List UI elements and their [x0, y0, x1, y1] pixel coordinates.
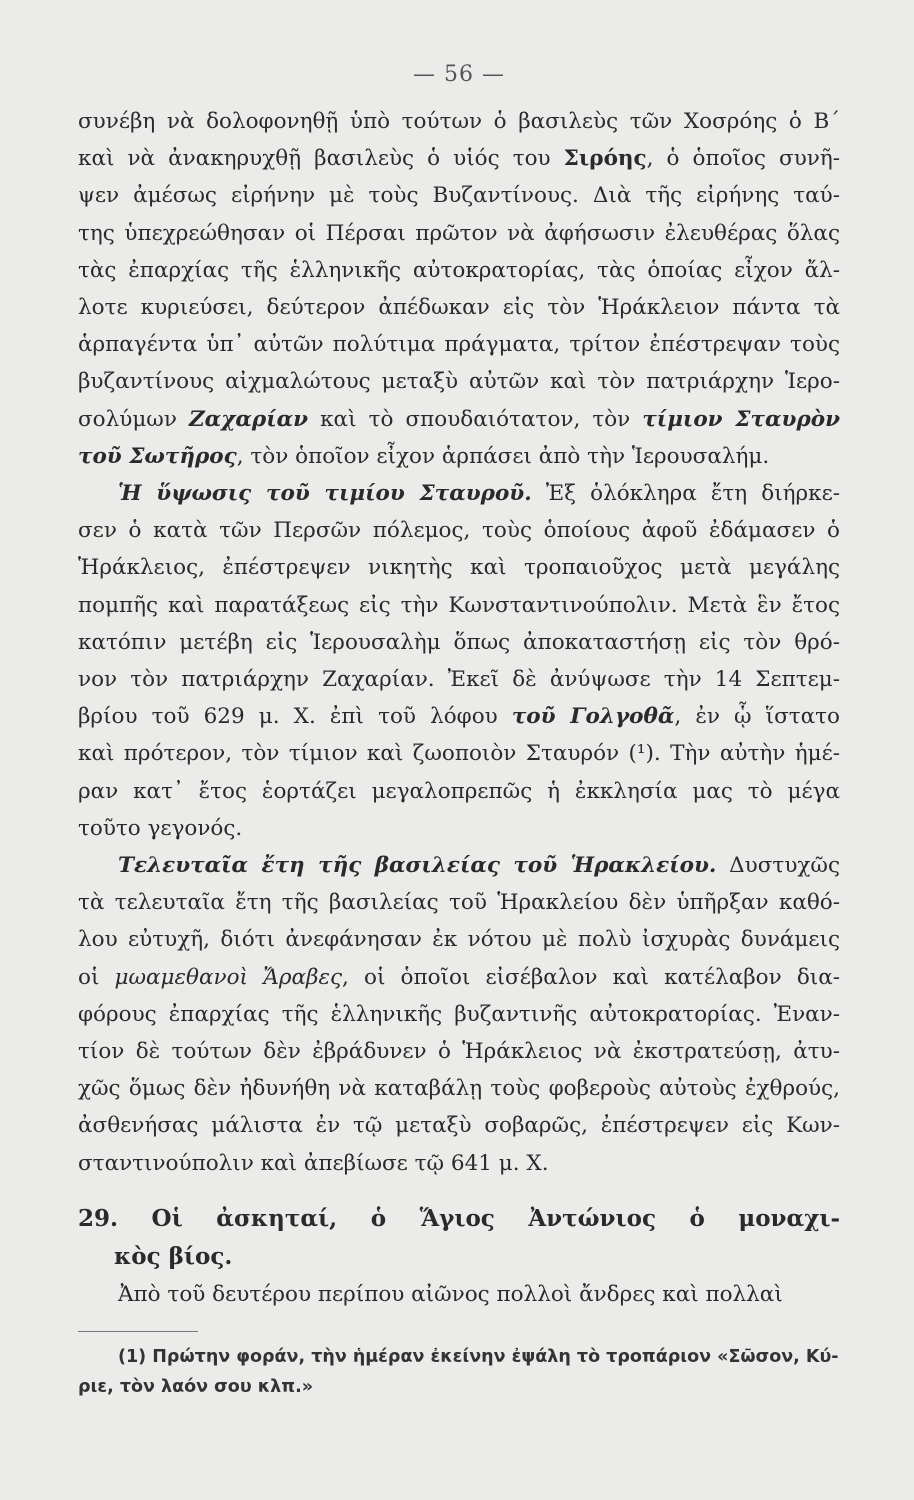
text-segment: , ὁ ὁποῖος συνῆ- — [646, 146, 840, 172]
text-segment: τίον δὲ τούτων δὲν ἐβράδυνεν ὁ Ἡράκλειος νὰ ἐκστρατεύσῃ, ἀτυ- — [78, 1039, 840, 1065]
text-segment: καὶ νὰ ἀνακηρυχθῇ βασιλεὺς ὁ υἱός του — [78, 146, 564, 172]
text-segment: σταντινούπολιν καὶ ἀπεβίωσε τῷ 641 μ. Χ. — [78, 1150, 549, 1176]
text-line — [78, 847, 840, 884]
text-line — [78, 1107, 840, 1144]
text-line — [78, 512, 840, 549]
emphasis-segment: Τελευταῖα ἔτη τῆς βασιλείας τοῦ Ἡρακλείου. — [118, 853, 717, 879]
footnote — [78, 1342, 840, 1402]
text-line — [78, 140, 840, 177]
text-segment: βυζαντίνους αἰχμαλώτους μεταξὺ αὐτῶν καὶ τὸν πατριάρχην Ἱερο- — [78, 369, 840, 395]
emphasis-segment: Ζαχαρίαν — [188, 406, 309, 432]
text-segment: Ἐξ ὁλόκληρα ἔτη διήρκε- — [531, 481, 841, 507]
text-line — [78, 401, 840, 438]
text-segment: ραν κατ᾽ ἔτος ἑορτάζει μεγαλοπρεπῶς ἡ ἐκκλησία μας τὸ μέγα — [78, 778, 840, 804]
text-line — [78, 103, 840, 140]
text-segment: φόρους ἐπαρχίας τῆς ἑλληνικῆς βυζαντινῆς αὐτοκρατορίας. Ἐναν- — [78, 1001, 840, 1027]
text-line — [78, 215, 840, 252]
text-segment: τὰ τελευταῖα ἔτη τῆς βασιλείας τοῦ Ἡρακλείου δὲν ὑπῆρξαν καθό- — [78, 890, 840, 916]
body-text — [78, 103, 840, 1182]
text-line — [78, 1070, 840, 1107]
text-segment: καὶ πρότερον, τὸν τίμιον καὶ ζωοποιὸν Σταυρόν (¹). Τὴν αὐτὴν ἡμέ- — [78, 741, 840, 767]
text-segment: σολύμων — [78, 406, 189, 432]
emphasis-segment: μωαμεθανοὶ Ἄραβες — [114, 964, 343, 990]
text-segment: Ἡράκλειος, ἐπέστρεψεν νικητὴς καὶ τροπαιοῦχος μετὰ μεγάλης — [78, 555, 840, 581]
text-line — [78, 810, 840, 847]
text-segment: καὶ τὸ σπουδαιότατον, τὸν — [308, 406, 643, 432]
text-segment: νον τὸν πατριάρχην Ζαχαρίαν. Ἐκεῖ δὲ ἀνύψωσε τὴν 14 Σεπτεμ- — [78, 667, 840, 693]
text-line — [78, 698, 840, 735]
text-line — [78, 884, 840, 921]
text-line — [78, 661, 840, 698]
text-segment: λοτε κυριεύσει, δεύτερον ἀπέδωκαν εἰς τὸν Ἡράκλειον πάντα τὰ — [78, 295, 840, 321]
text-line — [78, 475, 840, 512]
text-segment: ἁρπαγέντα ὑπ᾽ αὐτῶν πολύτιμα πράγματα, τρίτον ἐπέστρεψαν τοὺς — [78, 332, 840, 358]
text-segment: κατόπιν μετέβη εἰς Ἱερουσαλὴμ ὅπως ἀποκαταστήσῃ εἰς τὸν θρό- — [78, 629, 840, 655]
text-segment: , ἐν ᾧ ἵστατο — [674, 704, 841, 730]
text-segment: , τὸν ὁποῖον εἶχον ἁρπάσει ἀπὸ τὴν Ἱερουσαλήμ. — [236, 443, 770, 469]
text-line — [78, 363, 840, 400]
text-segment: πομπῆς καὶ παρατάξεως εἰς τὴν Κωνσταντινούπολιν. Μετὰ ἓν ἔτος — [78, 592, 840, 618]
text-segment: σεν ὁ κατὰ τῶν Περσῶν πόλεμος, τοὺς ὁποίους ἀφοῦ ἐδάμασεν ὁ — [78, 518, 840, 544]
text-segment: , οἱ ὁποῖοι εἰσέβαλον καὶ κατέλαβον δια- — [342, 964, 840, 990]
text-line — [78, 438, 840, 475]
text-segment: βρίου τοῦ 629 μ. Χ. ἐπὶ τοῦ λόφου — [78, 704, 512, 730]
text-segment: χῶς ὅμως δὲν ἠδυνήθη νὰ καταβάλῃ τοὺς φοβεροὺς αὐτοὺς ἐχθρούς, — [78, 1076, 840, 1102]
text-segment: τοῦτο γεγονός. — [78, 815, 243, 841]
emphasis-segment: Σιρόης — [563, 146, 647, 172]
text-segment: ἀσθενήσας μάλιστα ἐν τῷ μεταξὺ σοβαρῶς, ἐπέστρεψεν εἰς Κων- — [78, 1113, 840, 1139]
text-line — [78, 549, 840, 586]
footnote-line-2: ριε, τὸν λαόν σου κλπ.» — [78, 1377, 314, 1398]
text-line — [78, 921, 840, 958]
text-line — [78, 252, 840, 289]
text-segment: συνέβη νὰ δολοφονηθῇ ὑπὸ τούτων ὁ βασιλεὺς τῶν Χοσρόης ὁ Β΄ — [78, 109, 840, 134]
text-line — [78, 177, 840, 214]
section-heading-line-2: κὸς βίος. — [114, 1242, 233, 1270]
section-heading — [78, 1200, 840, 1276]
text-line — [78, 624, 840, 661]
section-heading-line-1: 29. Οἱ ἀσκηταί, ὁ Ἅγιος Ἀντώνιος ὁ μοναχι- — [78, 1204, 840, 1232]
text-line — [78, 1145, 840, 1182]
book-page — [78, 62, 840, 1402]
text-segment: οἱ — [78, 964, 115, 990]
text-segment: ψεν ἀμέσως εἰρήνην μὲ τοὺς Βυζαντίνους. Διὰ τῆς εἰρήνης ταύ- — [78, 183, 840, 209]
emphasis-segment: Ἡ ὕψωσις τοῦ τιμίου Σταυροῦ. — [118, 481, 532, 507]
page-number: — 56 — — [413, 62, 505, 87]
text-line — [78, 959, 840, 996]
text-segment: τὰς ἐπαρχίας τῆς ἑλληνικῆς αὐτοκρατορίας, τὰς ὁποίας εἶχον ἄλ- — [78, 257, 840, 283]
text-line — [78, 326, 840, 363]
text-segment: Δυστυχῶς — [716, 853, 840, 879]
emphasis-segment: τοῦ Γολγοθᾶ — [511, 704, 675, 730]
footnote-line-1: (1) Πρώτην φοράν, τὴν ἡμέραν ἐκείνην ἐψάλη τὸ τροπάριον «Σῶσον, Κύ- — [118, 1347, 839, 1368]
text-segment: της ὑπεχρεώθησαν οἱ Πέρσαι πρῶτον νὰ ἀφήσωσιν ἐλευθέρας ὅλας — [78, 220, 840, 246]
emphasis-segment: τοῦ Σωτῆρος — [78, 443, 237, 469]
footnote-divider — [78, 1331, 198, 1332]
text-line — [78, 1033, 840, 1070]
text-segment: λου εὐτυχῆ, διότι ἀνεφάνησαν ἐκ νότου μὲ πολὺ ἰσχυρὰς δυνάμεις — [78, 927, 840, 953]
text-line — [78, 996, 840, 1033]
text-line — [78, 773, 840, 810]
paragraph-line: Ἀπὸ τοῦ δευτέρου περίπου αἰῶνος πολλοὶ ἄνδρες καὶ πολλαὶ — [118, 1281, 783, 1307]
text-line — [78, 587, 840, 624]
text-line — [78, 735, 840, 772]
emphasis-segment: τίμιον Σταυρὸν — [642, 406, 840, 432]
text-line — [78, 289, 840, 326]
